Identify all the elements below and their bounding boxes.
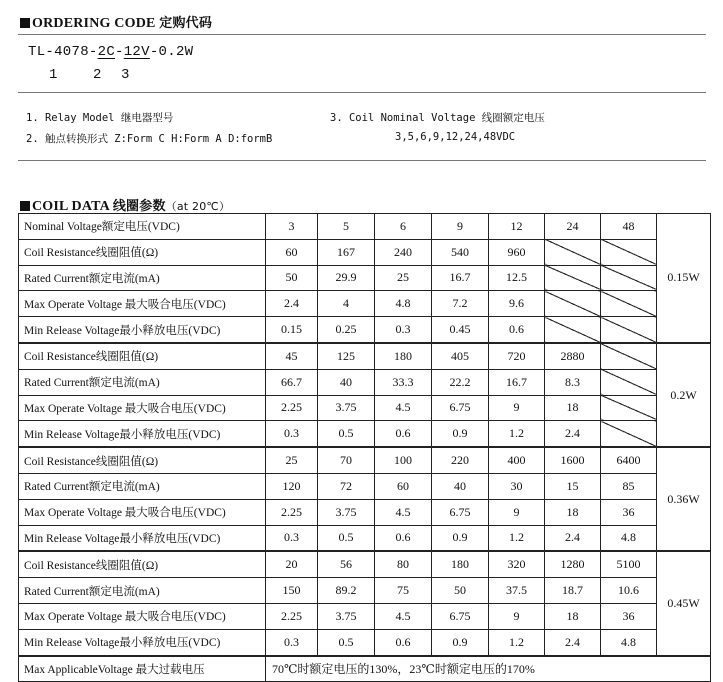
resistance-value-cell: 220 xyxy=(432,447,489,473)
release-value-cell: 0.5 xyxy=(318,421,375,447)
current-value-cell: 37.5 xyxy=(489,578,545,604)
not-available-cell xyxy=(601,239,657,265)
operate-value-cell: 9 xyxy=(489,603,545,629)
power-rating-cell: 0.36W xyxy=(657,447,711,551)
resistance-value-cell: 100 xyxy=(375,447,432,473)
release-value-cell: 0.5 xyxy=(318,629,375,655)
not-available-cell xyxy=(601,395,657,421)
ordering-code-example xyxy=(28,44,193,60)
nominal-voltage-label: Nominal Voltage额定电压(VDC) xyxy=(19,214,266,240)
operate-value-cell: 6.75 xyxy=(432,499,489,525)
divider xyxy=(18,92,706,93)
square-bullet-icon xyxy=(20,201,30,211)
resistance-value-cell: 405 xyxy=(432,343,489,369)
resistance-value-cell: 56 xyxy=(318,551,375,577)
resistance-value-cell: 180 xyxy=(375,343,432,369)
current-value-cell: 33.3 xyxy=(375,369,432,395)
current-value-cell: 150 xyxy=(266,578,318,604)
note-relay-model: 1. Relay Model 继电器型号 xyxy=(26,112,174,124)
table-row xyxy=(19,578,711,604)
operate-value-cell: 2.25 xyxy=(266,395,318,421)
ordering-code-title xyxy=(20,12,212,32)
resistance-value-cell: 540 xyxy=(432,239,489,265)
current-value-cell: 22.2 xyxy=(432,369,489,395)
resistance-value-cell: 180 xyxy=(432,551,489,577)
table-row xyxy=(19,265,711,291)
release-value-cell: 1.2 xyxy=(489,629,545,655)
operate-label: Max Operate Voltage 最大吸合电压(VDC) xyxy=(19,499,266,525)
not-available-cell xyxy=(545,265,601,291)
operate-value-cell: 3.75 xyxy=(318,395,375,421)
ordering-title-en: ORDERING CODE xyxy=(32,16,156,31)
current-value-cell: 120 xyxy=(266,473,318,499)
max-applicable-label: Max ApplicableVoltage 最大过载电压 xyxy=(19,656,266,682)
release-value-cell: 4.8 xyxy=(601,525,657,551)
operate-value-cell: 2.4 xyxy=(266,291,318,317)
note-contact-form: 2. 触点转换形式 Z:Form C H:Form A D:formB xyxy=(26,133,273,145)
resistance-value-cell: 1280 xyxy=(545,551,601,577)
operate-value-cell: 4 xyxy=(318,291,375,317)
resistance-label: Coil Resistance线圈阻值(Ω) xyxy=(19,551,266,577)
operate-value-cell: 3.75 xyxy=(318,499,375,525)
release-value-cell: 0.9 xyxy=(432,629,489,655)
release-value-cell: 0.6 xyxy=(489,317,545,343)
release-label: Min Release Voltage最小释放电压(VDC) xyxy=(19,525,266,551)
release-value-cell: 0.6 xyxy=(375,525,432,551)
release-value-cell: 2.4 xyxy=(545,421,601,447)
note-coil-voltage: 3. Coil Nominal Voltage 线圈额定电压 xyxy=(330,112,545,124)
coil-title-en: COIL DATA xyxy=(32,199,110,214)
current-value-cell: 40 xyxy=(318,369,375,395)
table-row xyxy=(19,551,711,577)
release-value-cell: 4.8 xyxy=(601,629,657,655)
table-row xyxy=(19,317,711,343)
operate-value-cell: 9.6 xyxy=(489,291,545,317)
not-available-cell xyxy=(601,291,657,317)
release-value-cell: 0.15 xyxy=(266,317,318,343)
voltage-cell: 6 xyxy=(375,214,432,240)
operate-value-cell: 36 xyxy=(601,499,657,525)
table-row xyxy=(19,473,711,499)
release-value-cell: 0.9 xyxy=(432,421,489,447)
resistance-value-cell: 720 xyxy=(489,343,545,369)
current-value-cell: 85 xyxy=(601,473,657,499)
table-row xyxy=(19,291,711,317)
operate-value-cell: 18 xyxy=(545,395,601,421)
square-bullet-icon xyxy=(20,18,30,28)
divider xyxy=(18,160,706,161)
release-value-cell: 1.2 xyxy=(489,525,545,551)
current-value-cell: 16.7 xyxy=(432,265,489,291)
voltage-cell: 48 xyxy=(601,214,657,240)
resistance-value-cell: 125 xyxy=(318,343,375,369)
voltage-cell: 5 xyxy=(318,214,375,240)
divider xyxy=(18,34,706,35)
not-available-cell xyxy=(545,239,601,265)
table-row xyxy=(19,239,711,265)
power-rating-cell: 0.45W xyxy=(657,551,711,655)
code-number-2: 2 xyxy=(93,67,102,83)
current-label: Rated Current额定电流(mA) xyxy=(19,369,266,395)
release-value-cell: 0.5 xyxy=(318,525,375,551)
operate-value-cell: 4.5 xyxy=(375,395,432,421)
coil-title-note: （at 20℃） xyxy=(165,200,231,213)
operate-label: Max Operate Voltage 最大吸合电压(VDC) xyxy=(19,395,266,421)
release-value-cell: 2.4 xyxy=(545,525,601,551)
release-value-cell: 0.25 xyxy=(318,317,375,343)
code-part-model: TL-4078- xyxy=(28,44,98,60)
operate-label: Max Operate Voltage 最大吸合电压(VDC) xyxy=(19,291,266,317)
not-available-cell xyxy=(601,317,657,343)
voltage-cell: 12 xyxy=(489,214,545,240)
operate-label: Max Operate Voltage 最大吸合电压(VDC) xyxy=(19,603,266,629)
resistance-label: Coil Resistance线圈阻值(Ω) xyxy=(19,343,266,369)
operate-value-cell: 18 xyxy=(545,603,601,629)
resistance-value-cell: 45 xyxy=(266,343,318,369)
not-available-cell xyxy=(601,265,657,291)
code-part-contact: 2C xyxy=(97,44,116,60)
resistance-value-cell: 320 xyxy=(489,551,545,577)
not-available-cell xyxy=(601,343,657,369)
operate-value-cell: 4.5 xyxy=(375,499,432,525)
release-value-cell: 0.3 xyxy=(375,317,432,343)
current-value-cell: 12.5 xyxy=(489,265,545,291)
current-value-cell: 89.2 xyxy=(318,578,375,604)
code-part-power: -0.2W xyxy=(149,44,194,60)
current-value-cell: 10.6 xyxy=(601,578,657,604)
voltage-cell: 24 xyxy=(545,214,601,240)
current-value-cell: 60 xyxy=(375,473,432,499)
release-value-cell: 0.6 xyxy=(375,421,432,447)
table-row xyxy=(19,525,711,551)
voltage-cell: 3 xyxy=(266,214,318,240)
current-value-cell: 50 xyxy=(432,578,489,604)
resistance-value-cell: 2880 xyxy=(545,343,601,369)
operate-value-cell: 4.5 xyxy=(375,603,432,629)
operate-value-cell: 3.75 xyxy=(318,603,375,629)
current-label: Rated Current额定电流(mA) xyxy=(19,578,266,604)
not-available-cell xyxy=(545,291,601,317)
release-value-cell: 0.45 xyxy=(432,317,489,343)
release-value-cell: 0.3 xyxy=(266,421,318,447)
current-value-cell: 25 xyxy=(375,265,432,291)
table-row xyxy=(19,421,711,447)
operate-value-cell: 36 xyxy=(601,603,657,629)
resistance-value-cell: 5100 xyxy=(601,551,657,577)
operate-value-cell: 7.2 xyxy=(432,291,489,317)
table-row xyxy=(19,499,711,525)
resistance-label: Coil Resistance线圈阻值(Ω) xyxy=(19,239,266,265)
release-value-cell: 0.6 xyxy=(375,629,432,655)
operate-value-cell: 9 xyxy=(489,395,545,421)
current-value-cell: 15 xyxy=(545,473,601,499)
operate-value-cell: 6.75 xyxy=(432,603,489,629)
current-value-cell: 18.7 xyxy=(545,578,601,604)
table-row xyxy=(19,603,711,629)
current-value-cell: 40 xyxy=(432,473,489,499)
operate-value-cell: 2.25 xyxy=(266,499,318,525)
code-part-dash: - xyxy=(115,44,124,60)
resistance-value-cell: 25 xyxy=(266,447,318,473)
current-value-cell: 66.7 xyxy=(266,369,318,395)
ordering-title-cn: 定购代码 xyxy=(159,16,213,31)
resistance-value-cell: 6400 xyxy=(601,447,657,473)
resistance-label: Coil Resistance线圈阻值(Ω) xyxy=(19,447,266,473)
current-value-cell: 8.3 xyxy=(545,369,601,395)
not-available-cell xyxy=(601,369,657,395)
table-row xyxy=(19,343,711,369)
not-available-cell xyxy=(601,421,657,447)
resistance-value-cell: 20 xyxy=(266,551,318,577)
resistance-value-cell: 400 xyxy=(489,447,545,473)
code-number-3: 3 xyxy=(121,67,130,83)
nominal-voltage-row xyxy=(19,214,711,240)
current-value-cell: 16.7 xyxy=(489,369,545,395)
operate-value-cell: 4.8 xyxy=(375,291,432,317)
resistance-value-cell: 167 xyxy=(318,239,375,265)
resistance-value-cell: 60 xyxy=(266,239,318,265)
table-row xyxy=(19,447,711,473)
current-value-cell: 29.9 xyxy=(318,265,375,291)
operate-value-cell: 2.25 xyxy=(266,603,318,629)
current-value-cell: 72 xyxy=(318,473,375,499)
release-value-cell: 0.9 xyxy=(432,525,489,551)
release-label: Min Release Voltage最小释放电压(VDC) xyxy=(19,629,266,655)
release-value-cell: 0.3 xyxy=(266,525,318,551)
coil-title-cn: 线圈参数 xyxy=(112,199,166,214)
current-value-cell: 30 xyxy=(489,473,545,499)
max-applicable-row xyxy=(19,656,711,682)
resistance-value-cell: 80 xyxy=(375,551,432,577)
not-available-cell xyxy=(545,317,601,343)
operate-value-cell: 6.75 xyxy=(432,395,489,421)
power-rating-cell: 0.2W xyxy=(657,343,711,447)
coil-data-table xyxy=(18,213,711,682)
release-value-cell: 1.2 xyxy=(489,421,545,447)
max-applicable-value: 70℃时额定电压的130%，23℃时额定电压的170% xyxy=(266,656,711,682)
release-label: Min Release Voltage最小释放电压(VDC) xyxy=(19,421,266,447)
code-number-1: 1 xyxy=(49,67,58,83)
resistance-value-cell: 1600 xyxy=(545,447,601,473)
power-rating-cell: 0.15W xyxy=(657,214,711,343)
operate-value-cell: 18 xyxy=(545,499,601,525)
release-value-cell: 2.4 xyxy=(545,629,601,655)
release-value-cell: 0.3 xyxy=(266,629,318,655)
table-row xyxy=(19,395,711,421)
release-label: Min Release Voltage最小释放电压(VDC) xyxy=(19,317,266,343)
table-row xyxy=(19,629,711,655)
operate-value-cell: 9 xyxy=(489,499,545,525)
current-label: Rated Current额定电流(mA) xyxy=(19,265,266,291)
current-label: Rated Current额定电流(mA) xyxy=(19,473,266,499)
resistance-value-cell: 240 xyxy=(375,239,432,265)
code-part-voltage: 12V xyxy=(123,44,150,60)
current-value-cell: 50 xyxy=(266,265,318,291)
resistance-value-cell: 960 xyxy=(489,239,545,265)
current-value-cell: 75 xyxy=(375,578,432,604)
coil-data-title xyxy=(20,195,230,215)
table-row xyxy=(19,369,711,395)
resistance-value-cell: 70 xyxy=(318,447,375,473)
note-coil-voltage-values: 3,5,6,9,12,24,48VDC xyxy=(395,131,516,143)
voltage-cell: 9 xyxy=(432,214,489,240)
